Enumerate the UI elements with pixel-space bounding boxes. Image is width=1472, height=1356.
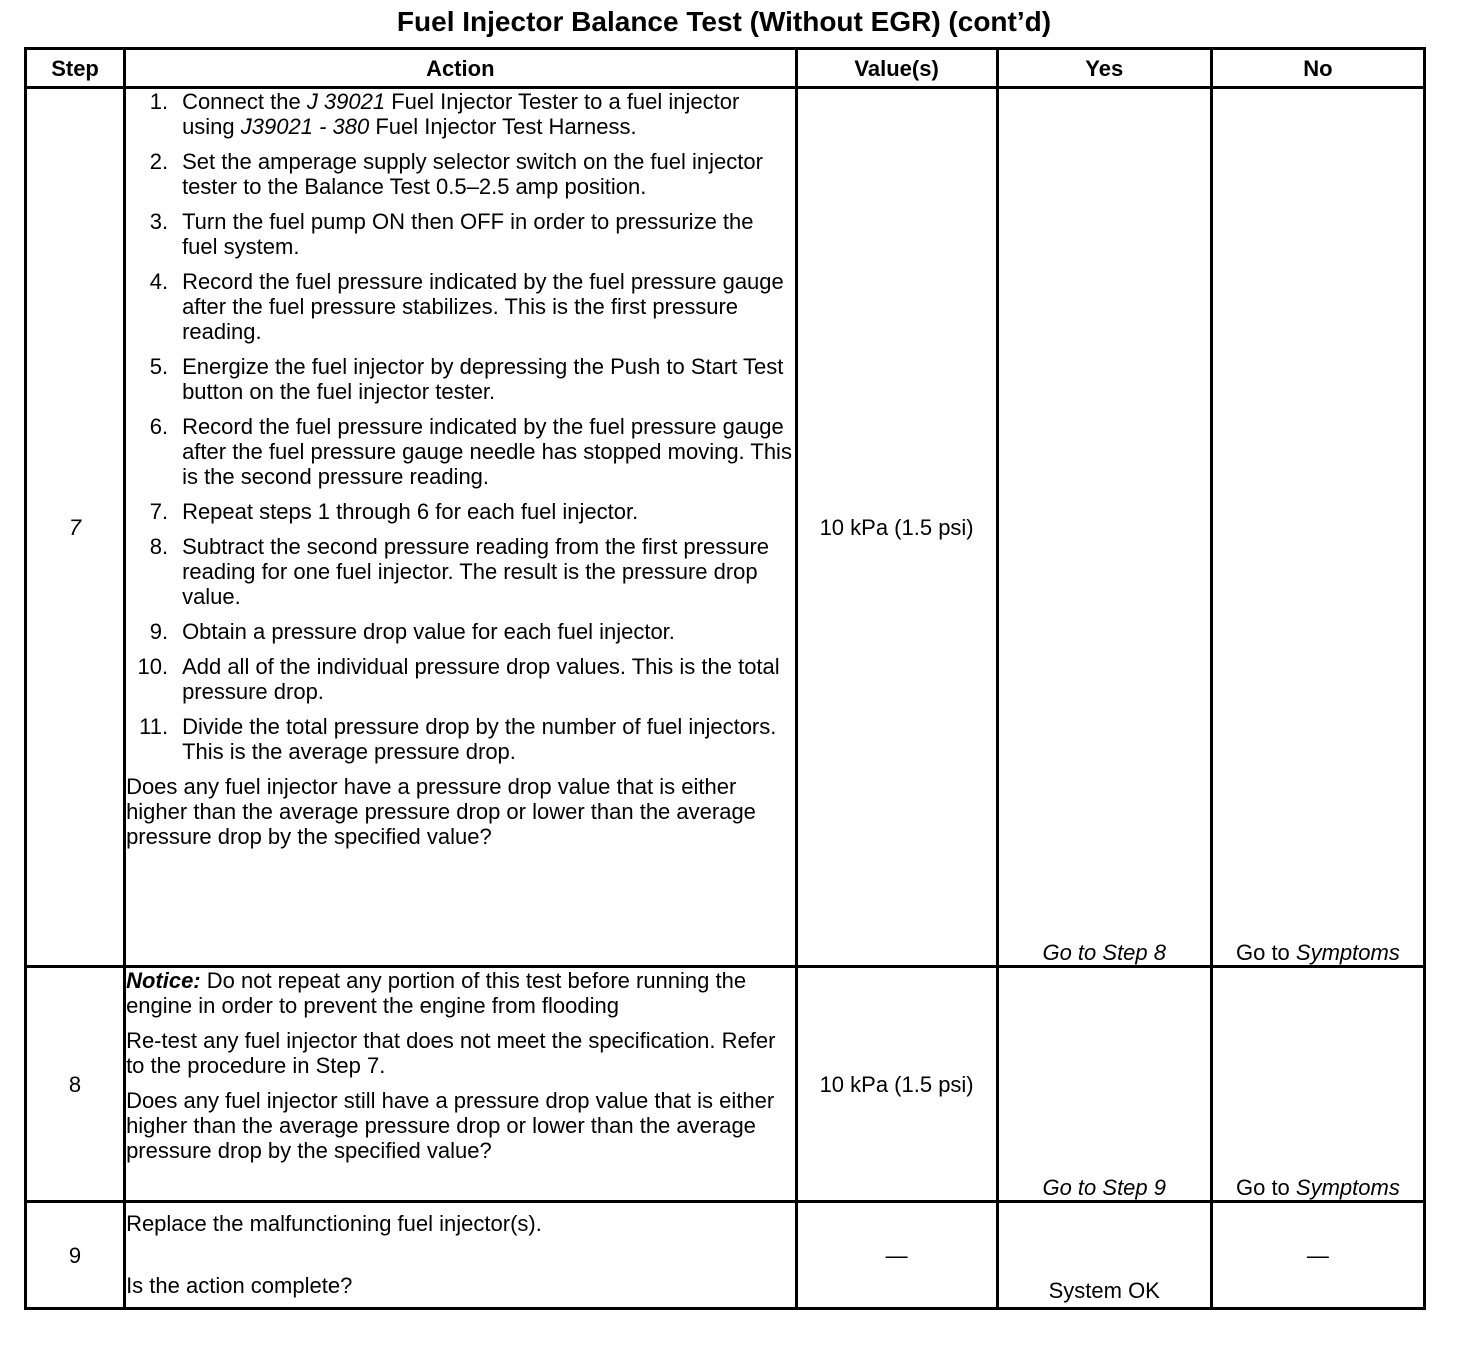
step-item-text: Set the amperage supply selector switch on the fuel injector tester to the Balance Test 0.5–2.5 amp position. bbox=[182, 149, 763, 199]
step-item-number: 4. bbox=[149, 269, 169, 294]
retest-paragraph: Re-test any fuel injector that does not meet the specification. Refer to the procedure in Step 7. bbox=[126, 1028, 776, 1078]
step-item-text: Turn the fuel pump ON then OFF in order to pressurize the fuel system. bbox=[182, 209, 754, 259]
step-item-text: Record the fuel pressure indicated by the fuel pressure gauge after the fuel pressure stabilizes. This is the first pressure reading. bbox=[182, 269, 784, 344]
no-prefix: Go to bbox=[1235, 1175, 1296, 1200]
action-step-item bbox=[126, 89, 794, 139]
action-step-item bbox=[126, 354, 794, 404]
header-no: No bbox=[1211, 49, 1424, 88]
value-cell: — bbox=[796, 1202, 997, 1309]
procedure-table bbox=[24, 47, 1426, 1310]
step-number: 9 bbox=[26, 1202, 125, 1309]
step-item-text: Divide the total pressure drop by the number of fuel injectors. This is the average pressure drop. bbox=[182, 714, 777, 764]
header-action: Action bbox=[125, 49, 796, 88]
step-number: 8 bbox=[26, 967, 125, 1202]
symptoms-link: Symptoms bbox=[1295, 1175, 1400, 1200]
action-cell bbox=[125, 967, 796, 1202]
step-item-text: Energize the fuel injector by depressing the Push to Start Test button on the fuel injector tester. bbox=[182, 354, 784, 404]
notice-text: Do not repeat any portion of this test before running the engine in order to prevent the engine from flooding bbox=[126, 968, 747, 1018]
yes-cell: Go to Step 8 bbox=[997, 88, 1211, 967]
action-step-item bbox=[126, 714, 794, 764]
no-cell: — bbox=[1211, 1202, 1424, 1309]
action-step-item bbox=[126, 149, 794, 199]
tool-reference: J39021 - 380 bbox=[240, 114, 370, 139]
page-title: Fuel Injector Balance Test (Without EGR) (cont’d) bbox=[396, 6, 1052, 37]
no-cell bbox=[1211, 88, 1424, 967]
step-item-text: Record the fuel pressure indicated by the fuel pressure gauge after the fuel pressure gauge needle has stopped moving. This is the second pressure reading. bbox=[182, 414, 792, 489]
table-row-step-7 bbox=[26, 88, 1425, 967]
action-question: Does any fuel injector have a pressure drop value that is either higher than the average pressure drop or lower than the average pressure drop by the specified value? bbox=[126, 774, 756, 849]
action-step-item bbox=[126, 499, 794, 524]
action-cell bbox=[125, 1202, 796, 1309]
step-item-text: Connect the bbox=[182, 89, 307, 114]
header-yes: Yes bbox=[997, 49, 1211, 88]
step-item-text: Add all of the individual pressure drop values. This is the total pressure drop. bbox=[182, 654, 780, 704]
header-step: Step bbox=[26, 49, 125, 88]
no-cell bbox=[1211, 967, 1424, 1202]
tool-reference: J 39021 bbox=[306, 89, 386, 114]
header-values: Value(s) bbox=[796, 49, 997, 88]
step-item-number: 5. bbox=[149, 354, 169, 379]
action-step-item bbox=[126, 209, 794, 259]
action-text: Replace the malfunctioning fuel injector(s). bbox=[126, 1211, 542, 1236]
step-item-number: 10. bbox=[137, 654, 169, 679]
step-item-number: 3. bbox=[149, 209, 169, 234]
symptoms-link: Symptoms bbox=[1295, 940, 1400, 965]
no-prefix: Go to bbox=[1235, 940, 1296, 965]
step-item-number: 6. bbox=[149, 414, 169, 439]
action-step-item bbox=[126, 619, 794, 644]
value-cell: 10 kPa (1.5 psi) bbox=[796, 88, 997, 967]
step-item-text: Fuel Injector Test Harness. bbox=[369, 114, 637, 139]
step-item-number: 8. bbox=[149, 534, 169, 559]
action-step-item bbox=[126, 269, 794, 344]
table-row-step-8 bbox=[26, 967, 1425, 1202]
table-header-row bbox=[26, 49, 1425, 88]
step-item-text: Repeat steps 1 through 6 for each fuel injector. bbox=[182, 499, 639, 524]
action-steps-list bbox=[126, 89, 794, 764]
step-item-number: 2. bbox=[149, 149, 169, 174]
step-item-number: 11. bbox=[139, 714, 169, 739]
action-question: Is the action complete? bbox=[126, 1273, 353, 1298]
action-step-item bbox=[126, 414, 794, 489]
action-cell bbox=[125, 88, 796, 967]
notice-paragraph bbox=[126, 968, 794, 1018]
step-item-number: 1. bbox=[149, 89, 169, 114]
action-step-item bbox=[126, 534, 794, 609]
action-step-item bbox=[126, 654, 794, 704]
step-item-number: 9. bbox=[149, 619, 169, 644]
yes-cell: System OK bbox=[997, 1202, 1211, 1309]
action-question: Does any fuel injector still have a pressure drop value that is either higher than the average pressure drop or lower than the average pressure drop by the specified value? bbox=[126, 1088, 775, 1163]
step-item-text: Obtain a pressure drop value for each fuel injector. bbox=[182, 619, 675, 644]
table-row-step-9 bbox=[26, 1202, 1425, 1309]
step-number: 7 bbox=[26, 88, 125, 967]
step-item-number: 7. bbox=[149, 499, 169, 524]
step-item-text: Subtract the second pressure reading from the first pressure reading for one fuel injector. The result is the pressure drop value. bbox=[182, 534, 770, 609]
notice-label: Notice: bbox=[126, 968, 201, 993]
step-item-text: Fuel Injector Tester to a fuel injector using bbox=[182, 89, 740, 139]
yes-cell: Go to Step 9 bbox=[997, 967, 1211, 1202]
value-cell: 10 kPa (1.5 psi) bbox=[796, 967, 997, 1202]
